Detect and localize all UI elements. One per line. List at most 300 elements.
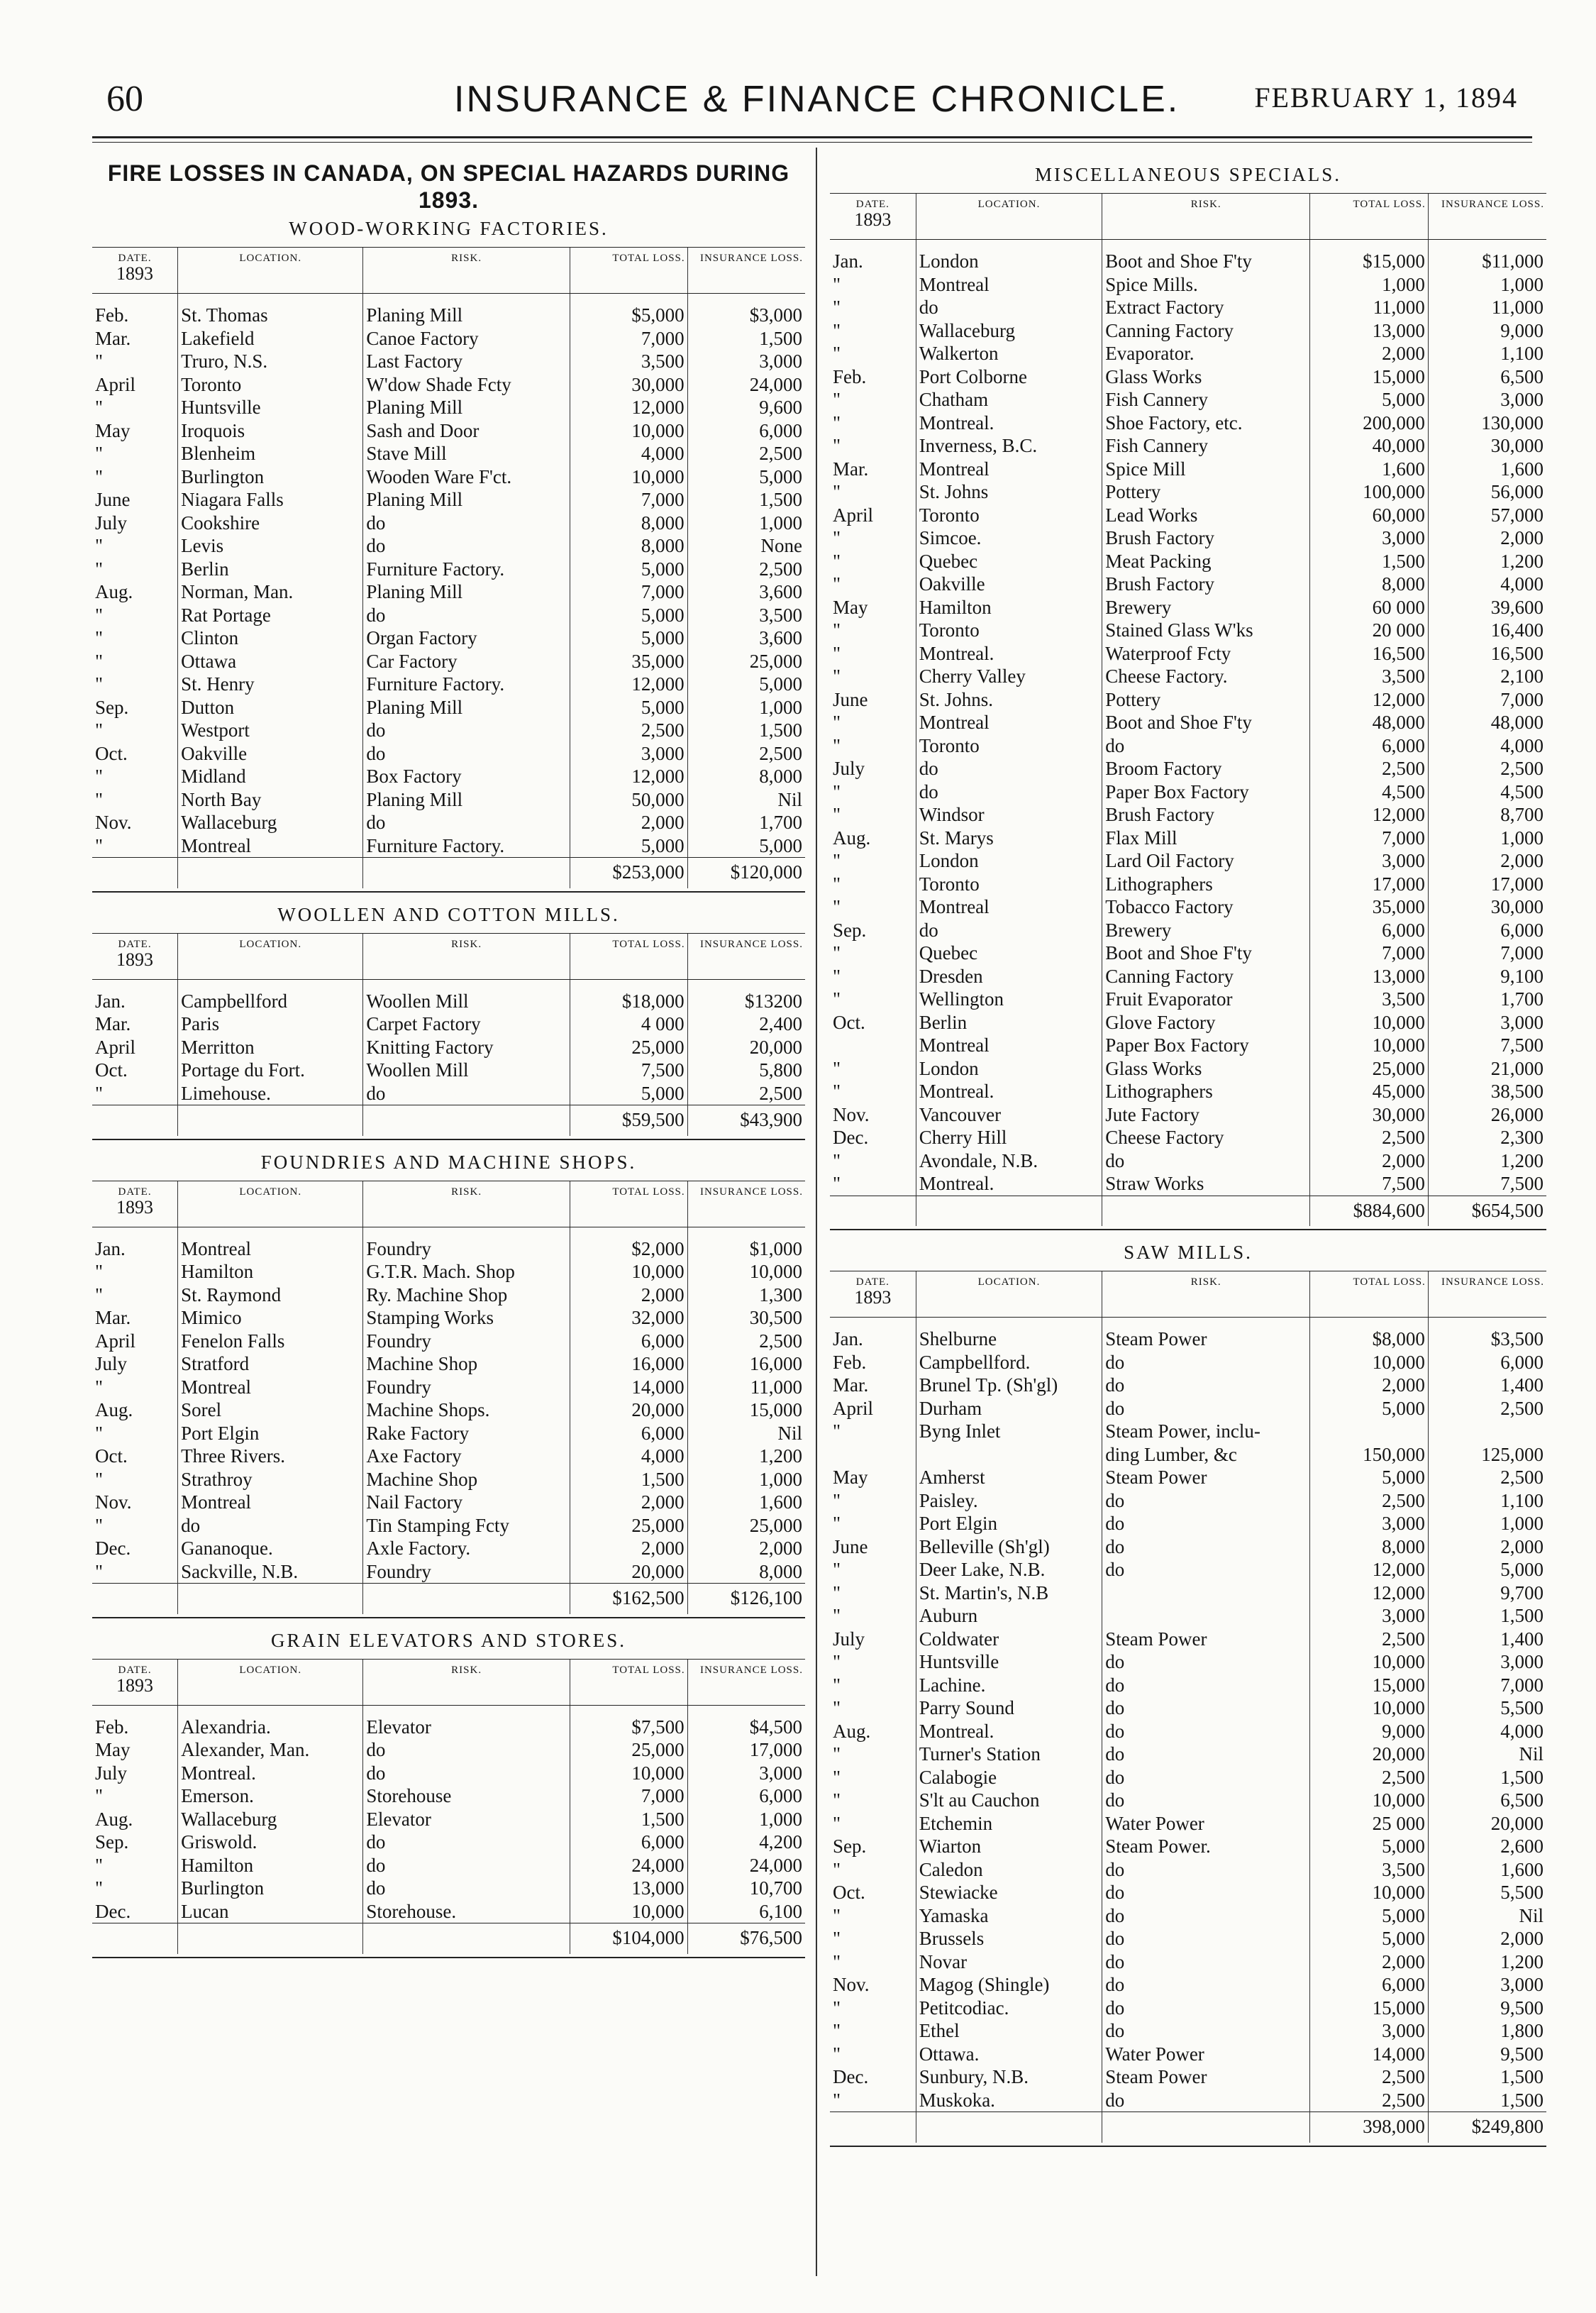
location-cell: Muskoka. [916, 2089, 1102, 2112]
date-cell: " [95, 1785, 104, 1806]
table-row [92, 1082, 805, 1105]
insurance-loss-cell: 4,000 [1428, 1720, 1546, 1743]
total-loss-cell: 2,500 [1310, 757, 1429, 780]
date-cell: June [833, 1535, 868, 1557]
table-row [830, 1927, 1546, 1950]
date-cell: " [833, 619, 841, 641]
section-misc [830, 164, 1546, 1230]
table-row [830, 273, 1546, 297]
table-row [92, 1560, 805, 1584]
risk-cell: Fish Cannery [1102, 434, 1310, 458]
location-cell: Montreal [916, 1034, 1102, 1057]
table-row [92, 1012, 805, 1036]
risk-cell: do [363, 1738, 570, 1762]
date-label: DATE. [118, 253, 152, 264]
total-blank [363, 1105, 570, 1136]
table-row [92, 1468, 805, 1491]
location-cell: St. Henry [178, 673, 363, 696]
insurance-loss-cell: 21,000 [1428, 1057, 1546, 1081]
total-loss-cell: 20,000 [1310, 1743, 1429, 1766]
table-row [830, 550, 1546, 573]
total-blank [92, 1584, 178, 1614]
table-row [830, 1950, 1546, 1974]
loss-table [830, 193, 1546, 1226]
insurance-loss-cell: 17,000 [1428, 873, 1546, 896]
table-row [92, 1422, 805, 1445]
date-cell: Feb. [833, 365, 867, 387]
insurance-loss-cell: 3,000 [1428, 1650, 1546, 1674]
header-row [92, 1181, 805, 1227]
date-cell: " [833, 988, 841, 1010]
total-row [92, 1923, 805, 1954]
insurance-loss-cell: $11,000 [1428, 240, 1546, 273]
date-label: DATE. [118, 1186, 152, 1198]
total-loss-cell: 5,000 [1310, 388, 1429, 412]
insurance-loss-cell: 3,600 [687, 626, 805, 650]
section-title: WOOLLEN AND COTTON MILLS. [277, 903, 620, 925]
location-cell: Montreal [916, 458, 1102, 481]
total-loss-cell: 10,000 [1310, 1696, 1429, 1720]
total-loss-cell: 12,000 [570, 765, 687, 788]
total-loss-cell: 4 000 [570, 1012, 687, 1036]
date-cell: Mar. [833, 1374, 869, 1396]
location-cell: Chatham [916, 388, 1102, 412]
insurance-loss-cell: 9,600 [687, 396, 805, 419]
date-cell [830, 1034, 916, 1057]
total-loss-cell: 3,500 [570, 350, 687, 373]
table-row [92, 742, 805, 766]
table-row [92, 1877, 805, 1900]
date-cell: Sep. [833, 1836, 867, 1857]
table-row [830, 827, 1546, 850]
insurance-loss-cell: 10,000 [687, 1260, 805, 1284]
insurance-loss-cell: $4,500 [687, 1705, 805, 1738]
location-cell: Montreal. [916, 642, 1102, 666]
location-cell: Coldwater [916, 1628, 1102, 1651]
page-date: FEBRUARY 1, 1894 [1254, 82, 1518, 114]
risk-cell: do [363, 1762, 570, 1785]
total-loss-cell: 5,000 [570, 558, 687, 581]
risk-cell: Steam Power. [1102, 1835, 1310, 1858]
date-cell: " [95, 1082, 104, 1104]
location-cell: St. Martin's, N.B [916, 1581, 1102, 1605]
total-loss-cell: 10,000 [1310, 1351, 1429, 1374]
risk-cell: do [363, 742, 570, 766]
location-cell: Huntsville [178, 396, 363, 419]
date-cell: " [95, 1514, 104, 1536]
date-cell: " [833, 527, 841, 548]
risk-cell: Box Factory [363, 765, 570, 788]
location-cell: Sorel [178, 1398, 363, 1422]
location-cell: Montreal. [916, 412, 1102, 435]
risk-cell: Steam Power [1102, 1318, 1310, 1351]
insurance-loss-cell: 2,500 [1428, 1466, 1546, 1489]
total-loss-cell: 5,000 [570, 604, 687, 627]
location-cell: Portage du Fort. [178, 1059, 363, 1082]
insurance-loss-cell: 2,500 [687, 558, 805, 581]
location-cell: Wiarton [916, 1835, 1102, 1858]
location-cell: Niagara Falls [178, 488, 363, 512]
location-cell: Inverness, B.C. [916, 434, 1102, 458]
risk-cell: do [1102, 1766, 1310, 1789]
date-cell: May [95, 419, 131, 441]
insurance-loss-cell: 2,000 [1428, 849, 1546, 873]
table-row [830, 1789, 1546, 1812]
total-loss-cell: 40,000 [1310, 434, 1429, 458]
table-row [830, 2065, 1546, 2089]
table-row [830, 1443, 1546, 1467]
risk-cell: do [1102, 734, 1310, 758]
location-cell: Lakefield [178, 327, 363, 350]
risk-cell: do [363, 1831, 570, 1854]
insurance-loss-cell: 26,000 [1428, 1103, 1546, 1127]
total-loss-cell: 25,000 [570, 1514, 687, 1538]
risk-cell: do [363, 1854, 570, 1877]
table-row [830, 780, 1546, 804]
date-cell: " [95, 673, 104, 695]
table-row [830, 296, 1546, 319]
risk-cell: do [363, 1877, 570, 1900]
date-cell: " [833, 1173, 841, 1194]
table-row [830, 480, 1546, 504]
date-cell: Mar. [95, 1013, 131, 1034]
risk-cell: Foundry [363, 1376, 570, 1399]
insurance-loss-cell: 1,000 [1428, 827, 1546, 850]
loss-table [92, 247, 805, 888]
insurance-loss-cell: 1,600 [1428, 1858, 1546, 1882]
total-loss-cell: 7,000 [570, 1784, 687, 1808]
location-cell: Rat Portage [178, 604, 363, 627]
table-row [92, 1784, 805, 1808]
risk-cell: Planing Mill [363, 696, 570, 719]
date-cell: " [95, 627, 104, 648]
location-cell: Simcoe. [916, 526, 1102, 550]
location-cell: Montreal [916, 711, 1102, 734]
insurance-loss-cell: 11,000 [687, 1376, 805, 1399]
total-loss-header: TOTAL LOSS. [570, 1659, 687, 1705]
total-loss-cell: 12,000 [1310, 1558, 1429, 1581]
date-cell: " [833, 1674, 841, 1696]
risk-cell: Wooden Ware F'ct. [363, 465, 570, 489]
location-cell: Emerson. [178, 1784, 363, 1808]
location-cell: Cherry Valley [916, 665, 1102, 688]
year-label: 1893 [116, 1674, 154, 1696]
table-row [92, 1330, 805, 1353]
location-cell: Novar [916, 1950, 1102, 1974]
total-loss-cell: 5,000 [1310, 1835, 1429, 1858]
risk-cell: Foundry [363, 1227, 570, 1260]
table-row [830, 1149, 1546, 1173]
date-cell: Oct. [95, 1445, 128, 1467]
total-loss-cell: 6,000 [1310, 734, 1429, 758]
table-row [92, 1900, 805, 1923]
date-cell: " [833, 2043, 841, 2065]
risk-cell: Brewery [1102, 596, 1310, 619]
risk-cell: Knitting Factory [363, 1036, 570, 1059]
date-cell: Feb. [833, 1351, 867, 1373]
table-row [92, 1376, 805, 1399]
insurance-loss-cell: 1,500 [687, 327, 805, 350]
location-cell: Montreal [178, 834, 363, 858]
table-row [92, 811, 805, 834]
date-cell: Nov. [833, 1974, 870, 1995]
risk-cell: Fish Cannery [1102, 388, 1310, 412]
insurance-loss-cell: 1,500 [1428, 1604, 1546, 1628]
insurance-loss-cell: 9,000 [1428, 319, 1546, 343]
left-column [92, 160, 805, 1970]
column-divider [816, 148, 817, 2276]
date-cell: " [833, 550, 841, 572]
table-row [830, 665, 1546, 688]
insurance-loss-cell: 5,800 [687, 1059, 805, 1082]
risk-header: RISK. [1102, 1271, 1310, 1318]
insurance-loss-sum: $76,500 [687, 1923, 805, 1954]
section-rule [92, 891, 805, 893]
total-loss-cell: 4,500 [1310, 780, 1429, 804]
table-row [830, 1318, 1546, 1351]
date-label: DATE. [118, 1664, 152, 1676]
risk-cell: Waterproof Fcty [1102, 642, 1310, 666]
date-cell: Dec. [833, 1127, 869, 1148]
risk-cell: do [363, 719, 570, 742]
risk-cell [1102, 1581, 1310, 1605]
total-loss-cell: 10,000 [1310, 1881, 1429, 1904]
total-loss-cell: 3,000 [1310, 1604, 1429, 1628]
table-row [830, 240, 1546, 273]
date-cell: Mar. [95, 1307, 131, 1328]
total-loss-cell: $2,000 [570, 1227, 687, 1260]
date-cell: April [95, 373, 135, 395]
date-cell: " [95, 1560, 104, 1582]
date-cell: " [833, 1651, 841, 1672]
location-cell: Durham [916, 1397, 1102, 1420]
location-cell: Stewiacke [916, 1881, 1102, 1904]
location-cell: Calabogie [916, 1766, 1102, 1789]
risk-cell: Ry. Machine Shop [363, 1284, 570, 1307]
insurance-loss-cell: 8,000 [687, 765, 805, 788]
insurance-loss-cell: 1,200 [1428, 1149, 1546, 1173]
location-cell: Stratford [178, 1352, 363, 1376]
table-row [830, 1420, 1546, 1443]
total-row [830, 1196, 1546, 1226]
location-cell: Iroquois [178, 419, 363, 443]
insurance-loss-cell: 1,500 [687, 488, 805, 512]
total-loss-cell: 10,000 [1310, 1034, 1429, 1057]
location-cell: Cherry Hill [916, 1126, 1102, 1149]
date-cell: Feb. [95, 1716, 129, 1738]
header-row [92, 933, 805, 979]
total-loss-cell: 30,000 [1310, 1103, 1429, 1127]
risk-cell: Broom Factory [1102, 757, 1310, 780]
insurance-loss-cell: 15,000 [687, 1398, 805, 1422]
location-cell: Paris [178, 1012, 363, 1036]
total-loss-cell: 2,500 [1310, 1766, 1429, 1789]
table-row [92, 1537, 805, 1560]
insurance-loss-cell: 1,000 [1428, 1512, 1546, 1535]
total-loss-cell: 2,000 [570, 1491, 687, 1514]
risk-cell: Canning Factory [1102, 319, 1310, 343]
insurance-loss-cell: 1,400 [1428, 1628, 1546, 1651]
insurance-loss-cell: 6,000 [1428, 1351, 1546, 1374]
table-row [830, 1743, 1546, 1766]
total-loss-cell: 15,000 [1310, 1997, 1429, 2020]
insurance-loss-cell: 1,600 [687, 1491, 805, 1514]
risk-cell: do [1102, 1927, 1310, 1950]
location-cell: Cookshire [178, 512, 363, 535]
total-blank [1102, 1196, 1310, 1226]
location-cell: Toronto [916, 734, 1102, 758]
risk-cell: Woollen Mill [363, 979, 570, 1012]
header-row [92, 248, 805, 294]
insurance-loss-cell: 2,500 [687, 1082, 805, 1105]
table-row [92, 696, 805, 719]
table-row [830, 1512, 1546, 1535]
total-loss-cell: 60,000 [1310, 504, 1429, 527]
date-cell: " [833, 1420, 841, 1442]
insurance-loss-cell: 6,100 [687, 1900, 805, 1923]
insurance-loss-cell: 25,000 [687, 1514, 805, 1538]
location-cell: London [916, 1057, 1102, 1081]
date-cell: " [95, 1261, 104, 1282]
insurance-loss-cell: 57,000 [1428, 504, 1546, 527]
location-cell: Sunbury, N.B. [916, 2065, 1102, 2089]
insurance-loss-cell: Nil [1428, 1743, 1546, 1766]
total-loss-cell: 25,000 [1310, 1057, 1429, 1081]
location-cell: Campbellford [178, 979, 363, 1012]
total-loss-cell: 12,000 [570, 396, 687, 419]
table-row [830, 1581, 1546, 1605]
table-row [830, 596, 1546, 619]
table-row [92, 1738, 805, 1762]
date-cell: " [833, 1581, 841, 1603]
location-cell: Parry Sound [916, 1696, 1102, 1720]
total-loss-cell: 150,000 [1310, 1443, 1429, 1467]
insurance-loss-cell: 2,500 [1428, 757, 1546, 780]
total-loss-cell: 1,500 [570, 1468, 687, 1491]
location-cell: London [916, 849, 1102, 873]
risk-cell: do [1102, 1904, 1310, 1928]
risk-cell: do [1102, 1351, 1310, 1374]
date-cell: " [833, 1605, 841, 1626]
total-loss-sum: 398,000 [1310, 2112, 1429, 2143]
date-cell: Jan. [833, 1328, 863, 1349]
header-row [830, 1271, 1546, 1318]
location-cell: Montreal. [916, 1172, 1102, 1196]
total-loss-cell: 10,000 [570, 465, 687, 489]
location-cell: Lachine. [916, 1674, 1102, 1697]
risk-cell: do [1102, 1950, 1310, 1974]
insurance-loss-cell: 1,700 [1428, 988, 1546, 1011]
total-loss-cell: 5,000 [1310, 1397, 1429, 1420]
table-row [830, 1374, 1546, 1397]
location-cell: Petitcodiac. [916, 1997, 1102, 2020]
total-loss-cell: 25 000 [1310, 1812, 1429, 1836]
date-cell: " [833, 1559, 841, 1580]
date-cell: " [833, 1858, 841, 1880]
risk-cell: do [1102, 1789, 1310, 1812]
date-cell: " [833, 850, 841, 871]
risk-cell: Carpet Factory [363, 1012, 570, 1036]
insurance-loss-cell: 2,000 [1428, 1927, 1546, 1950]
risk-cell [1102, 1604, 1310, 1628]
insurance-loss-cell: 7,500 [1428, 1034, 1546, 1057]
location-cell: Truro, N.S. [178, 350, 363, 373]
date-cell: " [833, 1697, 841, 1718]
date-cell: " [95, 1854, 104, 1876]
risk-cell: Machine Shop [363, 1352, 570, 1376]
insurance-loss-cell: 6,500 [1428, 1789, 1546, 1812]
date-cell: Oct. [95, 1059, 128, 1081]
total-loss-cell: 20,000 [570, 1398, 687, 1422]
total-loss-cell: 3,000 [1310, 849, 1429, 873]
total-loss-cell: 2,500 [570, 719, 687, 742]
total-loss-cell: 6,000 [570, 1422, 687, 1445]
total-blank [92, 1923, 178, 1954]
date-cell: " [95, 1376, 104, 1398]
date-cell: Dec. [95, 1538, 131, 1559]
date-cell: Jan. [95, 1237, 126, 1259]
page-title: INSURANCE & FINANCE CHRONICLE. [454, 79, 1180, 120]
date-cell: Jan. [833, 250, 863, 272]
table-row [92, 979, 805, 1012]
table-row [92, 788, 805, 812]
total-loss-cell: 8,000 [570, 512, 687, 535]
date-cell: " [833, 1489, 841, 1511]
risk-cell: Stave Mill [363, 442, 570, 465]
total-loss-cell: 3,000 [570, 742, 687, 766]
table-row [830, 1973, 1546, 1997]
location-cell: Strathroy [178, 1468, 363, 1491]
risk-cell: Car Factory [363, 650, 570, 673]
date-cell: Dec. [95, 1900, 131, 1922]
year-label: 1893 [854, 1287, 892, 1308]
table-row [830, 1126, 1546, 1149]
risk-cell: Axe Factory [363, 1445, 570, 1468]
insurance-loss-cell: 8,700 [1428, 803, 1546, 827]
total-loss-cell: 2,000 [1310, 1149, 1429, 1173]
risk-cell: Stamping Works [363, 1306, 570, 1330]
loss-table [830, 1271, 1546, 2143]
insurance-loss-cell: 4,500 [1428, 780, 1546, 804]
table-row [830, 434, 1546, 458]
section-woollen [92, 904, 805, 1140]
date-cell: July [95, 512, 128, 534]
total-loss-cell: 32,000 [570, 1306, 687, 1330]
risk-cell: do [1102, 1149, 1310, 1173]
insurance-loss-cell: 25,000 [687, 650, 805, 673]
date-cell: Oct. [833, 1011, 865, 1033]
insurance-loss-sum: $43,900 [687, 1105, 805, 1136]
location-cell: Griswold. [178, 1831, 363, 1854]
insurance-loss-cell: 11,000 [1428, 296, 1546, 319]
location-cell: St. Johns. [916, 688, 1102, 712]
total-loss-cell: 9,000 [1310, 1720, 1429, 1743]
total-loss-cell: 6,000 [1310, 1973, 1429, 1997]
insurance-loss-cell: 2,000 [1428, 526, 1546, 550]
insurance-loss-cell: $3,500 [1428, 1318, 1546, 1351]
total-loss-cell: 4,000 [570, 442, 687, 465]
table-row [830, 1720, 1546, 1743]
risk-cell: Organ Factory [363, 626, 570, 650]
date-cell: " [95, 1468, 104, 1490]
total-loss-cell: 2,000 [1310, 1374, 1429, 1397]
year-label: 1893 [854, 209, 892, 230]
date-label: DATE. [855, 199, 890, 210]
location-cell: Magog (Shingle) [916, 1973, 1102, 1997]
table-row [830, 1835, 1546, 1858]
location-cell: do [178, 1514, 363, 1538]
location-header: LOCATION. [178, 933, 363, 979]
